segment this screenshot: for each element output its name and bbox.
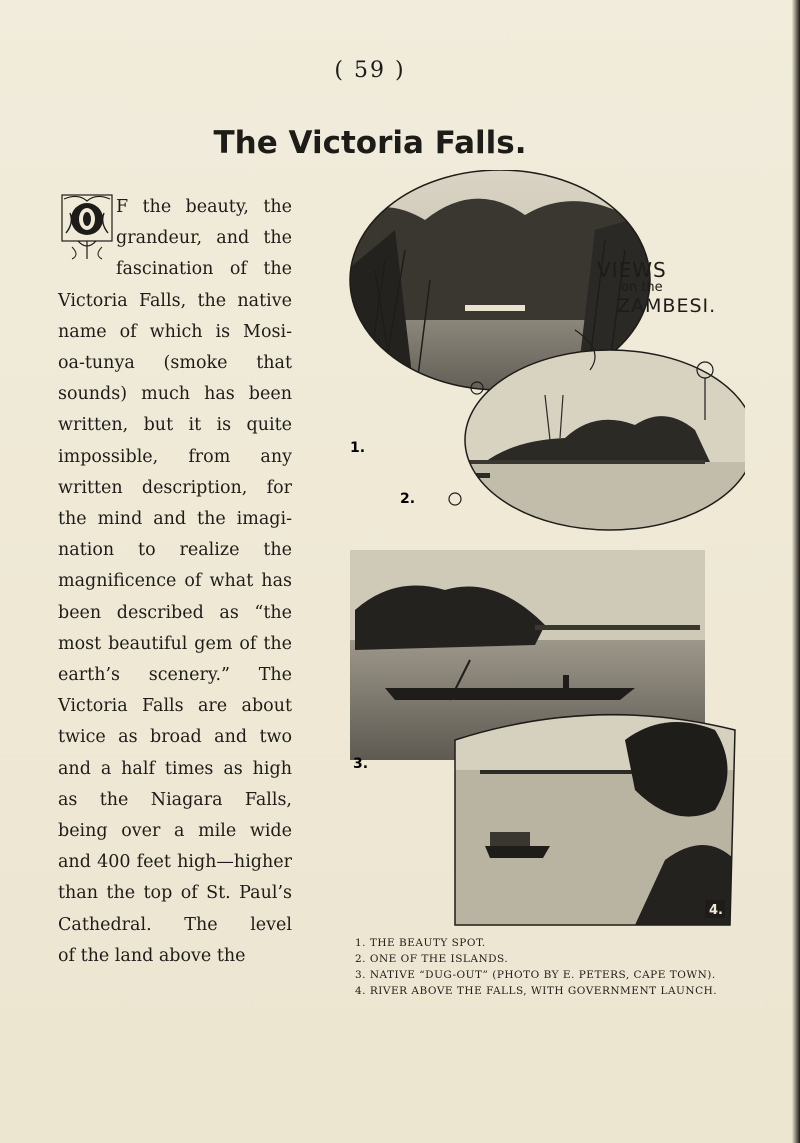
page-title: The Victoria Falls. [213, 125, 527, 161]
body-line: the mind and the imagi- [58, 509, 292, 530]
caption-1: 1. THE BEAUTY SPOT. [355, 937, 486, 949]
body-line: as the Niagara Falls, [58, 789, 292, 810]
body-line: nation to realize the [58, 540, 292, 561]
body-line: and a half times as high [58, 758, 292, 779]
caption-4: 4. RIVER ABOVE THE FALLS, WITH GOVERNMENT LAUNCH. [355, 985, 718, 997]
body-line: Victoria Falls are about [58, 696, 292, 717]
body-line: than the top of St. Paul’s [58, 883, 292, 904]
body-line: most beautiful gem of the [58, 633, 292, 654]
collage-heading [597, 258, 727, 317]
body-line: F the beauty, the [116, 197, 292, 217]
body-line: and 400 feet high—higher [58, 852, 292, 873]
photo-captions [355, 935, 775, 999]
body-line: fascination of the [116, 259, 292, 280]
body-line: of the land above the [58, 945, 246, 966]
body-line: being over a mile wide [58, 821, 292, 842]
body-line: written description, for [58, 477, 292, 498]
caption-3: 3. NATIVE “DUG-OUT” (PHOTO BY E. PETERS, CAPE TOWN). [355, 969, 716, 981]
body-text [58, 192, 292, 972]
page-number: ( 59 ) [334, 58, 406, 83]
body-line: Cathedral. The level [58, 914, 292, 935]
photo-number-2: 2. [400, 491, 416, 507]
collage-heading-zambesi: ZAMBESI. [617, 295, 717, 317]
photo-number-3: 3. [353, 756, 369, 772]
photo-number-4: 4. [709, 903, 723, 918]
body-line: earth’s scenery.” The [58, 665, 292, 686]
body-line: name of which is Mosi- [58, 321, 292, 342]
body-line: been described as “the [58, 602, 292, 623]
body-line: magnificence of what has [58, 571, 292, 592]
photo-number-1: 1. [350, 440, 366, 456]
photo-river-launch [455, 700, 745, 930]
caption-2: 2. ONE OF THE ISLANDS. [355, 953, 509, 965]
body-line: Victoria Falls, the native [58, 290, 292, 311]
body-line: impossible, from any [58, 446, 292, 467]
body-line: grandeur, and the [116, 228, 292, 249]
body-line: twice as broad and two [58, 727, 292, 748]
body-line: written, but it is quite [58, 415, 292, 436]
body-line: sounds) much has been [58, 384, 292, 405]
dropcap-letter: O [82, 216, 92, 227]
page-edge-shadow [792, 0, 800, 1143]
collage-heading-on-the: on the [621, 280, 663, 295]
collage-heading-views: VIEWS [597, 258, 667, 282]
body-line: oa-tunya (smoke that [58, 353, 292, 374]
